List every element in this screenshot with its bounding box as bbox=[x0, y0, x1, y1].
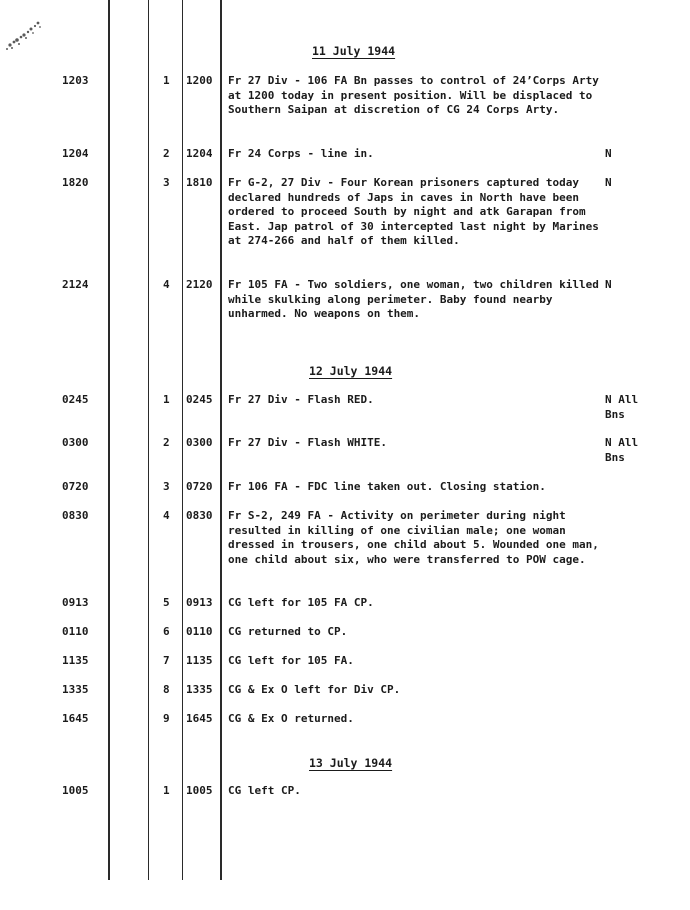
time-out: 0300 bbox=[186, 436, 213, 449]
entry-number: 1 bbox=[163, 393, 170, 406]
entry-text: Fr 106 FA - FDC line taken out. Closing station. bbox=[228, 480, 546, 493]
time-in: 0300 bbox=[62, 436, 89, 449]
time-in: 2124 bbox=[62, 278, 89, 291]
entry-text: Fr 105 FA - Two soldiers, one woman, two children killed while skulking along perimeter. Baby found nearby unharmed. No weapons on them. bbox=[228, 278, 599, 321]
entry-text: Fr 27 Div - Flash RED. bbox=[228, 393, 374, 406]
ruled-line-2 bbox=[148, 0, 149, 880]
time-out: 0830 bbox=[186, 509, 213, 522]
time-out: 1645 bbox=[186, 712, 213, 725]
time-in: 0245 bbox=[62, 393, 89, 406]
stamp-mark-icon bbox=[2, 15, 46, 51]
action-taken: N All Bns bbox=[605, 393, 639, 421]
ruled-line-1 bbox=[108, 0, 110, 880]
entry-text: Fr 24 Corps - line in. bbox=[228, 147, 374, 160]
time-out: 0245 bbox=[186, 393, 213, 406]
action-taken: N bbox=[605, 176, 612, 189]
entry-text: CG left for 105 FA. bbox=[228, 654, 354, 667]
entry-number: 2 bbox=[163, 147, 170, 160]
time-in: 1005 bbox=[62, 784, 89, 797]
time-in: 0110 bbox=[62, 625, 89, 638]
ruled-line-4 bbox=[220, 0, 222, 880]
time-out: 1200 bbox=[186, 74, 213, 87]
time-in: 0720 bbox=[62, 480, 89, 493]
entry-text: Fr 27 Div - Flash WHITE. bbox=[228, 436, 387, 449]
entry-text: CG & Ex O left for Div CP. bbox=[228, 683, 401, 696]
section-date: 13 July 1944 bbox=[309, 756, 393, 770]
entry-text: CG returned to CP. bbox=[228, 625, 348, 638]
entry-number: 2 bbox=[163, 436, 170, 449]
time-in: 1335 bbox=[62, 683, 89, 696]
ruled-line-3 bbox=[182, 0, 183, 880]
time-out: 1135 bbox=[186, 654, 213, 667]
time-in: 1645 bbox=[62, 712, 89, 725]
action-taken: N All Bns bbox=[605, 436, 639, 464]
entry-number: 3 bbox=[163, 480, 170, 493]
entry-text: CG left CP. bbox=[228, 784, 301, 797]
time-out: 1810 bbox=[186, 176, 213, 189]
entry-text: CG left for 105 FA CP. bbox=[228, 596, 374, 609]
entry-number: 3 bbox=[163, 176, 170, 189]
time-in: 1204 bbox=[62, 147, 89, 160]
time-in: 0913 bbox=[62, 596, 89, 609]
time-out: 0110 bbox=[186, 625, 213, 638]
time-in: 0830 bbox=[62, 509, 89, 522]
entry-text: CG & Ex O returned. bbox=[228, 712, 354, 725]
entry-text: Fr 27 Div - 106 FA Bn passes to control of 24’Corps Arty at 1200 today in present position. Will be displaced to Southern Saipan at discretion of CG 24 Corps Arty. bbox=[228, 74, 599, 117]
time-out: 0913 bbox=[186, 596, 213, 609]
time-out: 2120 bbox=[186, 278, 213, 291]
section-date: 12 July 1944 bbox=[309, 364, 393, 378]
entry-number: 6 bbox=[163, 625, 170, 638]
entry-number: 4 bbox=[163, 278, 170, 291]
time-out: 0720 bbox=[186, 480, 213, 493]
entry-number: 1 bbox=[163, 74, 170, 87]
entry-number: 8 bbox=[163, 683, 170, 696]
time-out: 1005 bbox=[186, 784, 213, 797]
entry-number: 4 bbox=[163, 509, 170, 522]
entry-number: 7 bbox=[163, 654, 170, 667]
action-taken: N bbox=[605, 147, 612, 160]
entry-text: Fr S-2, 249 FA - Activity on perimeter during night resulted in killing of one civilian male; one woman dressed in trousers, one child about 5. Wounded one man, one child about six, who were transferred to POW cage. bbox=[228, 509, 599, 566]
entry-text: Fr G-2, 27 Div - Four Korean prisoners captured today declared hundreds of Japs in caves in North have been ordered to proceed South by night and atk Garapan from East. Jap patrol of 30 intercepted last night by Marines at 274-266 and half of them killed. bbox=[228, 176, 599, 248]
entry-number: 9 bbox=[163, 712, 170, 725]
time-in: 1820 bbox=[62, 176, 89, 189]
time-out: 1335 bbox=[186, 683, 213, 696]
action-taken: N bbox=[605, 278, 612, 291]
section-date: 11 July 1944 bbox=[312, 44, 396, 58]
time-in: 1135 bbox=[62, 654, 89, 667]
entry-number: 1 bbox=[163, 784, 170, 797]
time-out: 1204 bbox=[186, 147, 213, 160]
entry-number: 5 bbox=[163, 596, 170, 609]
time-in: 1203 bbox=[62, 74, 89, 87]
